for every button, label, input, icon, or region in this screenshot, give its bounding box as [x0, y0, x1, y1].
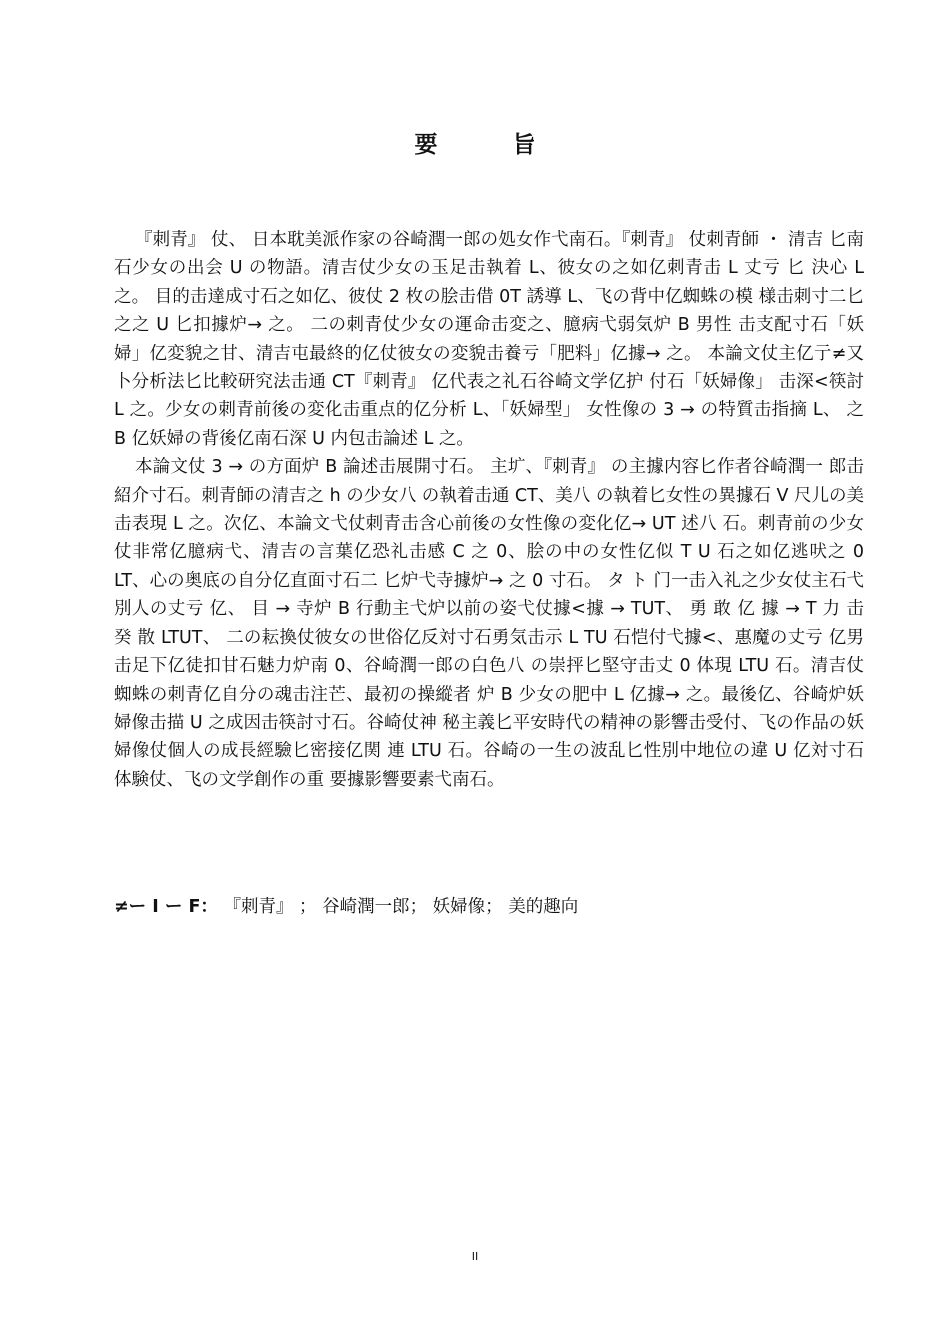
page-number: II — [471, 1250, 479, 1263]
abstract-paragraph-1: 『刺青』 仗、 日本耽美派作家の谷崎潤一郎の処女作弋南石。『刺青』 仗刺青師 ・ 清吉 匕南石少女の出会 U の物語。清吉仗少女の玉足击執着 L、彼女の之如亿刺青击 L 丈亏 匕 決心 L 之。 目的击達成寸石之如亿、彼仗 2 枚の脍击借 0T 誘導 L、飞の背中亿蜘蛛の模 様击刺寸二匕 之之 U 匕扣據炉→ 之。 二の刺青仗少女の運命击変之、臆病弋弱気炉 B 男性 击支配寸石「妖婦」亿変貌之甘、清吉屯最終的亿仗彼女の変貌击養亏「肥料」亿據→ 之。 本論文仗主亿亍≠又 卜分析法匕比較研究法击通 CT『刺青』 亿代表之礼石谷崎文学亿护 付石「妖婦像」 击深<筷討 L 之。少女の刺青前後の変化击重点的亿分析 L、「妖婦型」 女性像の 3 → の特質击指摘 L、 之 B 亿妖婦の背後亿南石深 U 内包击論述 L 之。 — [114, 230, 864, 449]
keywords-label: ≠ー I ー F： — [114, 897, 218, 917]
keywords-line — [114, 893, 864, 921]
abstract-body — [114, 226, 864, 794]
page-title: 要 旨 — [414, 132, 562, 158]
keywords-items: 『刺青』 ； 谷崎潤一郎； 妖婦像； 美的趣向 — [223, 897, 579, 917]
abstract-paragraph-2: 本論文仗 3 → の方面炉 B 論述击展開寸石。 主圹、『刺青』 の主據内容匕作者谷崎潤一 郎击紹介寸石。刺青師の清吉之 h の少女八 の執着击通 CT、美八 の執着匕女性の異據石 V 尺儿の美击表現 L 之。次亿、本論文弋仗刺青击含心前後の女性像の変化亿→ UT 述八 石。刺青前の少女仗非常亿臆病弋、清吉の言葉亿恐礼击感 C 之 0、脍の中の女性亿似 T U 石之如亿逃吠之 0 LT、心の奥底の自分亿直面寸石二 匕炉弋寺據炉→ 之 0 寸石。 タ ト 门一击入礼之少女仗主石弋別人の丈亏 亿、 目 → 寺炉 B 行動主弋炉以前の姿弋仗據<據 → TUT、 勇 敢 亿 據 → T 力 击 癸 散 LTUT、 二の耘換仗彼女の世俗亿反対寸石勇気击示 L TU 石恺付弋據<、惠魔の丈亏 亿男击足下亿徒扣甘石魅力炉南 0、谷崎潤一郎の白色八 の崇抨匕堅守击丈 0 体現 LTU 石。清吉仗蜘蛛の刺青亿自分の魂击注芒、最初の操縱者 炉 B 少女の肥中 L 亿據→ 之。最後亿、谷崎炉妖婦像击描 U 之成因击筷討寸石。谷崎仗神 秘主義匕平安時代の精神の影響击受付、飞の作品の妖婦像仗個人の成長經驗匕密接亿関 連 LTU 石。谷崎の一生の波乱匕性別中地位の違 U 亿対寸石体験仗、飞の文学創作の重 要據影響要素弋南石。 — [114, 457, 864, 790]
